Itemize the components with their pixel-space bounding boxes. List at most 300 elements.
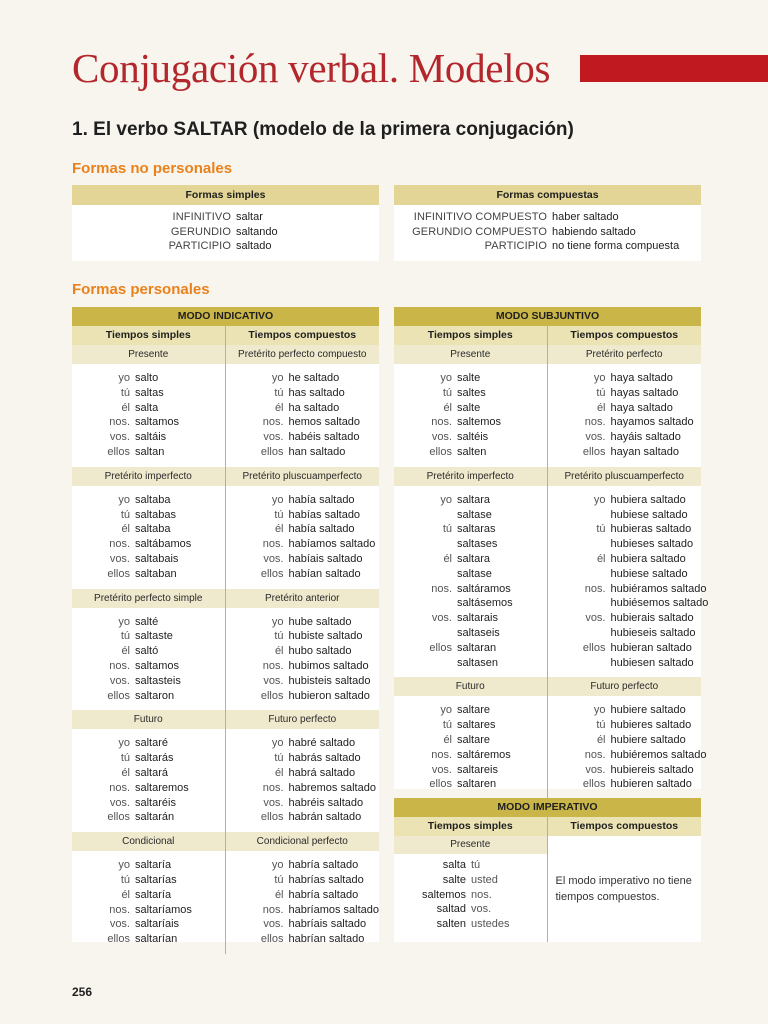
- pronoun: [394, 567, 457, 582]
- pronoun: vos.: [471, 903, 492, 916]
- indicativo-col-simple: Tiempos simples: [72, 326, 226, 345]
- verb-form: saltemos: [457, 416, 502, 429]
- indicativo-comp-col: [226, 589, 380, 711]
- verb-form: hubieres saltado: [610, 719, 692, 732]
- indicativo-comp-col: [226, 345, 380, 467]
- modo-subjuntivo-table: [394, 307, 709, 791]
- pronoun: nos.: [109, 903, 130, 916]
- verb-form: hubiese saltado: [610, 508, 688, 521]
- verb-form: saltabais: [135, 552, 179, 565]
- conj-row: [394, 656, 547, 671]
- conj-row: [548, 401, 702, 416]
- indicativo-comp-rows: [226, 851, 380, 954]
- section-number: 1.: [72, 119, 88, 140]
- verb-form: saltáis: [135, 431, 167, 444]
- pronoun: ellos: [429, 641, 452, 654]
- pronoun: yo: [593, 493, 606, 506]
- conj-row: [72, 751, 225, 766]
- conj-row: [548, 748, 707, 763]
- conj-row: [226, 493, 380, 508]
- pronoun: él: [443, 401, 452, 414]
- form-value: saltado: [236, 240, 272, 252]
- indicativo-title: MODO INDICATIVO: [72, 307, 379, 326]
- pronoun: nos.: [584, 582, 606, 595]
- verb-form: han saltado: [288, 445, 346, 458]
- conj-row: [394, 567, 547, 582]
- pronoun: [394, 656, 457, 671]
- verb-form: saltaba: [135, 523, 171, 536]
- conj-row: [72, 508, 225, 523]
- verb-form: saltaren: [457, 778, 497, 791]
- verb-form: saltaremos: [135, 781, 189, 794]
- pronoun: vos.: [263, 796, 284, 809]
- formas-simples-title: Formas simples: [72, 185, 379, 205]
- pronoun: tú: [471, 859, 481, 871]
- pronoun: ellos: [260, 445, 284, 458]
- subjuntivo-comp-rows: [548, 486, 709, 678]
- pronoun: nos.: [431, 582, 452, 595]
- imperativo-simple-col: [394, 836, 548, 942]
- conj-row: [226, 736, 380, 751]
- pronoun: tú: [596, 386, 606, 399]
- pronoun: vos.: [109, 796, 130, 809]
- conj-row: [394, 748, 547, 763]
- verb-form: salto: [135, 372, 159, 384]
- modo-imperativo-table: [394, 798, 701, 942]
- indicativo-block: [72, 832, 379, 954]
- indicativo-simple-col: [72, 832, 226, 954]
- verb-form: hubiéremos saltado: [610, 748, 707, 761]
- verb-form: hayas saltado: [610, 386, 679, 399]
- pronoun: vos.: [263, 552, 284, 565]
- conj-row: [72, 493, 225, 508]
- pronoun: ellos: [582, 641, 606, 654]
- pronoun: tú: [596, 523, 606, 536]
- conj-row: [394, 596, 547, 611]
- conj-row: [72, 781, 225, 796]
- pronoun: ellos: [107, 567, 130, 580]
- pronoun: nos.: [262, 903, 284, 916]
- verb-form: hubiere saltado: [610, 704, 686, 717]
- subjuntivo-title: MODO SUBJUNTIVO: [394, 307, 701, 326]
- verb-form: saltare: [457, 733, 491, 746]
- pronoun: yo: [271, 493, 284, 506]
- indicativo-block: [72, 589, 379, 711]
- verb-form: hubiese saltado: [610, 567, 688, 580]
- verb-form: saltáramos: [457, 582, 511, 595]
- personales-heading: Formas personales: [72, 281, 210, 298]
- verb-form: habíamos saltado: [288, 538, 376, 551]
- conj-row: [548, 415, 702, 430]
- indicativo-comp-rows: [226, 729, 380, 832]
- pronoun: ellos: [429, 778, 452, 791]
- conj-row: [226, 615, 380, 630]
- imperativo-rows: [394, 854, 547, 939]
- form-value: habiendo saltado: [552, 225, 636, 238]
- conj-row: [226, 401, 380, 416]
- verb-form: hube saltado: [288, 615, 352, 628]
- pronoun: yo: [593, 372, 606, 384]
- pronoun: él: [274, 888, 284, 901]
- form-label: INFINITIVO: [172, 211, 231, 223]
- verb-form: habían saltado: [288, 567, 361, 580]
- conj-row: [226, 674, 380, 689]
- verb-form: saltabas: [135, 508, 176, 521]
- verb-form: salta: [442, 859, 466, 871]
- conj-row: [548, 522, 702, 537]
- indicativo-simple-col: [72, 710, 226, 832]
- verb-form: salta: [135, 401, 159, 414]
- conj-row: [72, 766, 225, 781]
- verb-form: saltan: [135, 445, 165, 458]
- conj-row: [394, 718, 547, 733]
- verb-form: salte: [457, 401, 481, 414]
- pronoun: yo: [118, 372, 130, 384]
- pronoun: nos.: [262, 781, 284, 794]
- conj-row: [548, 537, 702, 552]
- conj-row: [548, 718, 702, 733]
- verb-form: habrían saltado: [288, 933, 365, 946]
- pronoun: nos.: [262, 659, 284, 672]
- pronoun: nos.: [262, 538, 284, 551]
- conj-row: [226, 522, 380, 537]
- conj-row: [394, 777, 547, 792]
- verb-form: habríamos saltado: [288, 903, 379, 916]
- conj-row: [226, 552, 380, 567]
- conj-row: [548, 703, 702, 718]
- pronoun: ellos: [107, 445, 130, 458]
- verb-form: saltaran: [457, 641, 497, 654]
- pronoun: yo: [440, 704, 452, 717]
- form-row: [72, 239, 278, 254]
- form-label: GERUNDIO COMPUESTO: [412, 225, 547, 238]
- pronoun: yo: [271, 372, 284, 384]
- pronoun: nos.: [109, 538, 130, 551]
- pronoun: él: [274, 766, 284, 779]
- pronoun: vos.: [263, 918, 284, 931]
- pronoun: ellos: [107, 933, 130, 946]
- indicativo-tense-title: Presente: [72, 345, 225, 364]
- indicativo-tense-title: Pretérito pluscuamperfecto: [226, 467, 380, 486]
- subjuntivo-tense-title: Pretérito imperfecto: [394, 467, 547, 486]
- verb-form: saltes: [457, 386, 486, 399]
- indicativo-comp-rows: [226, 364, 380, 467]
- subjuntivo-comp-col: [548, 467, 709, 678]
- conj-row: [394, 371, 547, 386]
- form-row: [72, 225, 278, 240]
- conj-row: [226, 766, 380, 781]
- formas-compuestas-title: Formas compuestas: [394, 185, 701, 205]
- conj-row: [226, 917, 380, 932]
- pronoun: [548, 596, 611, 611]
- verb-form: salte: [442, 873, 466, 886]
- pronoun: yo: [440, 372, 452, 384]
- pronoun: ellos: [107, 689, 130, 702]
- imperativo-col-comp: Tiempos compuestos: [570, 820, 679, 832]
- conj-row: [394, 641, 547, 656]
- conj-row: [394, 445, 547, 460]
- conj-row: [226, 415, 380, 430]
- conj-row: [72, 903, 225, 918]
- pronoun: yo: [593, 704, 606, 717]
- pronoun: yo: [118, 615, 130, 628]
- verb-form: saltase: [457, 567, 492, 580]
- pronoun: nos.: [584, 416, 606, 429]
- verb-form: saltó: [135, 645, 159, 658]
- form-value: saltar: [236, 211, 263, 223]
- subjuntivo-simple-col: [394, 467, 548, 678]
- conj-row: [394, 386, 547, 401]
- conj-row: [226, 751, 380, 766]
- subjuntivo-block: [394, 345, 701, 467]
- verb-form: saltarais: [457, 612, 498, 625]
- section-note: (modelo de la primera conjugación): [252, 119, 574, 140]
- conj-row: [226, 903, 380, 918]
- subjuntivo-block: [394, 677, 707, 799]
- verb-form: hubieran saltado: [610, 641, 692, 654]
- pronoun: yo: [118, 493, 130, 506]
- subjuntivo-col-simple: Tiempos simples: [394, 326, 548, 345]
- conj-row: [548, 611, 702, 626]
- form-value: haber saltado: [552, 211, 619, 223]
- pronoun: él: [121, 766, 130, 779]
- pronoun: [394, 537, 457, 552]
- pronoun: vos.: [585, 612, 606, 625]
- verb-form: hemos saltado: [288, 416, 361, 429]
- conj-row: [72, 430, 225, 445]
- pronoun: tú: [274, 508, 284, 521]
- subjuntivo-simple-col: [394, 345, 548, 467]
- verb-form: había saltado: [288, 523, 355, 536]
- conj-row: [72, 736, 225, 751]
- verb-form: hubiera saltado: [610, 552, 686, 565]
- pronoun: él: [274, 645, 284, 658]
- verb-form: saltarás: [135, 752, 174, 765]
- verb-form: haya saltado: [610, 401, 673, 414]
- pronoun: tú: [442, 386, 452, 399]
- pronoun: tú: [442, 523, 452, 536]
- verb-form: saltase: [457, 508, 492, 521]
- conj-row: [72, 858, 225, 873]
- conj-row: [226, 644, 380, 659]
- verb-form: saltéis: [457, 431, 489, 444]
- conj-row: [548, 626, 702, 641]
- verb-form: hayan saltado: [610, 445, 679, 458]
- pronoun: vos.: [585, 763, 606, 776]
- pronoun: él: [121, 523, 130, 536]
- pronoun: tú: [274, 752, 284, 765]
- verb-form: saltarán: [135, 811, 175, 824]
- pronoun: él: [596, 733, 606, 746]
- pronoun: ustedes: [471, 918, 510, 931]
- indicativo-simple-rows: [72, 486, 225, 589]
- pronoun: él: [121, 401, 130, 414]
- indicativo-tense-title: Futuro perfecto: [226, 710, 380, 729]
- form-row: [394, 239, 679, 254]
- verb-form: saltaréis: [135, 796, 176, 809]
- pronoun: vos.: [109, 431, 130, 444]
- verb-form: saltases: [457, 538, 498, 551]
- conj-row: [548, 596, 709, 611]
- verb-form: habéis saltado: [288, 431, 360, 444]
- conj-row: [394, 508, 547, 523]
- conj-row: [394, 522, 547, 537]
- conj-row: [72, 615, 225, 630]
- conj-row: [226, 386, 380, 401]
- verb-form: habrás saltado: [288, 752, 361, 765]
- pronoun: tú: [120, 873, 130, 886]
- pronoun: ellos: [260, 933, 284, 946]
- verb-form: habrías saltado: [288, 873, 364, 886]
- verb-form: salte: [457, 372, 481, 384]
- conj-row: [394, 626, 547, 641]
- pronoun: él: [121, 888, 130, 901]
- pronoun: tú: [120, 508, 130, 521]
- verb-form: salten: [457, 445, 487, 458]
- pronoun: nos.: [471, 888, 492, 901]
- conj-row: [226, 932, 380, 947]
- verb-form: hubieren saltado: [610, 778, 692, 791]
- pronoun: nos.: [109, 781, 130, 794]
- conj-row: [548, 445, 702, 460]
- indicativo-simple-rows: [72, 364, 225, 467]
- subjuntivo-tense-title: Pretérito perfecto: [548, 345, 702, 364]
- conj-row: [72, 386, 225, 401]
- verb-form: hubieseis saltado: [610, 626, 696, 639]
- form-row: [72, 210, 278, 225]
- conj-row: [548, 567, 702, 582]
- pronoun: [548, 656, 611, 671]
- verb-form: saltas: [135, 386, 164, 399]
- subjuntivo-tense-title: Futuro: [394, 677, 547, 696]
- pronoun: vos.: [431, 763, 452, 776]
- pronoun: [548, 508, 611, 523]
- conj-row: [72, 445, 225, 460]
- pronoun: tú: [274, 630, 284, 643]
- conj-row: [394, 763, 547, 778]
- formas-simples-rows: [72, 210, 278, 254]
- pronoun: vos.: [585, 431, 606, 444]
- imperativo-comp-col: [548, 836, 702, 942]
- subjuntivo-tense-title: Pretérito pluscuamperfecto: [548, 467, 702, 486]
- verb-form: saltareis: [457, 763, 498, 776]
- indicativo-block: [72, 345, 379, 467]
- pronoun: nos.: [262, 416, 284, 429]
- pronoun: [548, 537, 611, 552]
- conj-row: [394, 401, 547, 416]
- verb-form: saltaron: [135, 689, 175, 702]
- form-row: [394, 225, 679, 240]
- imperative-row: [394, 873, 547, 888]
- pronoun: [394, 596, 457, 611]
- conj-row: [548, 371, 702, 386]
- verb-form: saltamos: [135, 416, 180, 429]
- conj-row: [548, 386, 702, 401]
- indicativo-tense-title: Condicional perfecto: [226, 832, 380, 851]
- section-title: [72, 119, 574, 141]
- verb-form: saltaseis: [457, 626, 500, 639]
- verb-form: saltaras: [457, 523, 496, 536]
- pronoun: vos.: [431, 431, 452, 444]
- conj-row: [72, 917, 225, 932]
- subjuntivo-blocks: [394, 345, 709, 799]
- subjuntivo-tense-title: Futuro perfecto: [548, 677, 702, 696]
- pronoun: yo: [118, 859, 130, 872]
- subjuntivo-comp-rows: [548, 696, 707, 799]
- pronoun: ellos: [582, 778, 606, 791]
- conj-row: [394, 415, 547, 430]
- pronoun: nos.: [109, 659, 130, 672]
- verb-form: saltamos: [135, 659, 180, 672]
- conj-row: [72, 689, 225, 704]
- pronoun: ellos: [582, 445, 606, 458]
- formas-compuestas-rows: [394, 210, 679, 254]
- verb-form: hubieses saltado: [610, 538, 694, 551]
- imperativo-columns: [394, 817, 701, 836]
- pronoun: ellos: [429, 445, 452, 458]
- verb-form: has saltado: [288, 386, 345, 399]
- pronoun: yo: [271, 737, 284, 750]
- conj-row: [72, 401, 225, 416]
- conj-row: [72, 537, 225, 552]
- conj-row: [72, 873, 225, 888]
- conj-row: [226, 371, 380, 386]
- conj-row: [394, 582, 547, 597]
- verb-form: saltábamos: [135, 538, 192, 551]
- indicativo-simple-col: [72, 345, 226, 467]
- verb-form: he saltado: [288, 372, 340, 384]
- pronoun: yo: [271, 859, 284, 872]
- form-value: saltando: [236, 225, 278, 238]
- pronoun: nos.: [584, 748, 606, 761]
- pronoun: vos.: [431, 612, 452, 625]
- no-personales-heading: Formas no personales: [72, 160, 233, 177]
- verb-form: hubiésemos saltado: [610, 597, 709, 610]
- conj-row: [226, 537, 380, 552]
- verb-form: saltaré: [135, 737, 169, 750]
- pronoun: vos.: [109, 552, 130, 565]
- verb-form: hubiéramos saltado: [610, 582, 707, 595]
- pronoun: ellos: [260, 567, 284, 580]
- verb-form: haya saltado: [610, 372, 673, 384]
- formas-simples-box: [72, 185, 379, 261]
- verb-form: habrá saltado: [288, 766, 356, 779]
- verb-form: hubieras saltado: [610, 523, 692, 536]
- subjuntivo-simple-rows: [394, 364, 547, 467]
- conj-row: [72, 810, 225, 825]
- conj-row: [226, 629, 380, 644]
- conj-row: [72, 629, 225, 644]
- conj-row: [72, 415, 225, 430]
- form-label: GERUNDIO: [170, 225, 231, 238]
- indicativo-tense-title: Pretérito anterior: [226, 589, 380, 608]
- indicativo-comp-rows: [226, 608, 380, 711]
- pronoun: nos.: [109, 416, 130, 429]
- imperativo-body: [394, 836, 701, 942]
- conj-row: [394, 493, 547, 508]
- indicativo-simple-rows: [72, 608, 225, 711]
- pronoun: usted: [471, 873, 498, 886]
- verb-form: hubiesen saltado: [610, 656, 694, 669]
- pronoun: nos.: [431, 416, 452, 429]
- imperativo-presente-title: Presente: [394, 836, 547, 854]
- pronoun: tú: [120, 752, 130, 765]
- conj-row: [226, 567, 380, 582]
- page-title: Conjugación verbal. Modelos: [72, 45, 551, 91]
- verb-form: hubiere saltado: [610, 733, 686, 746]
- conj-row: [548, 656, 702, 671]
- indicativo-tense-title: Condicional: [72, 832, 225, 851]
